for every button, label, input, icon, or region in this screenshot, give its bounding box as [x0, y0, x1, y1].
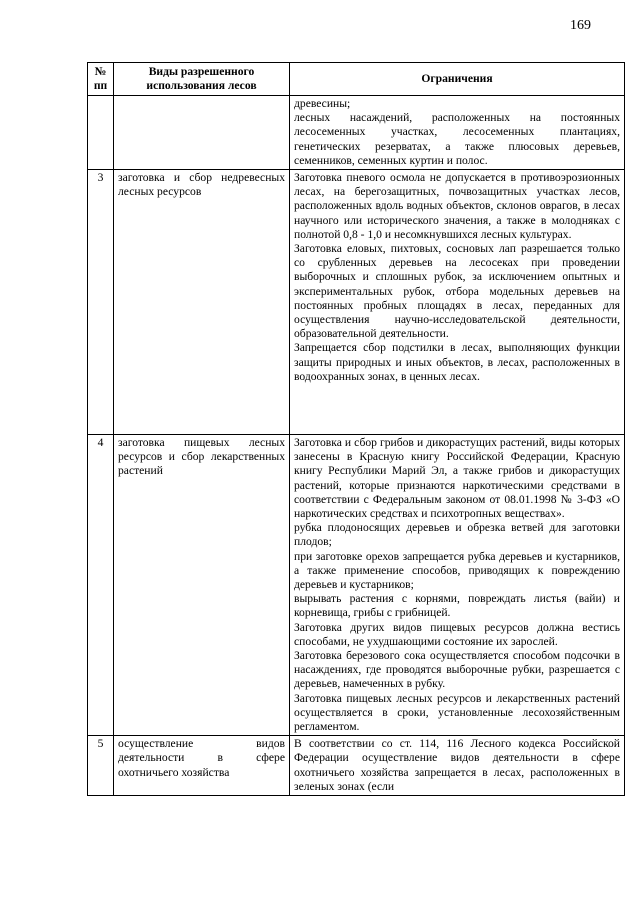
header-num: № пп [88, 63, 114, 96]
page-number: 169 [570, 18, 591, 33]
restriction-paragraph: Заготовка еловых, пихтовых, сосновых лап разрешается только со срубленных деревьев на лесосеках при проведении выборочных и сплошных рубок, за исключением опытных и экспериментальных рубок, отбора модельных деревьев на постоянных пробных площадях в лесах, переданных для осуществления научно-исследовательской деятельности, образовательной деятельности. [294, 242, 620, 341]
restriction-paragraph: Запрещается сбор подстилки в лесах, выполняющих функции защиты природных и иных объектов, в лесах, расположенных в водоохранных зонах, в ценных лесах. [294, 341, 620, 383]
restriction-paragraph: В соответствии со ст. 114, 116 Лесного кодекса Российской Федерации осуществление видов деятельности в сфере охотничьего хозяйства запрещается в лесах, расположенных в зеленых зонах (если [294, 737, 620, 793]
regulation-table [87, 62, 625, 796]
table-row [88, 170, 625, 435]
row-num: 4 [88, 435, 114, 736]
table-row [88, 435, 625, 736]
table-header-row [88, 63, 625, 96]
row-restrictions [290, 736, 625, 796]
row-num: 5 [88, 736, 114, 796]
restriction-paragraph: вырывать растения с корнями, повреждать листья (вайи) и корневища, грибы с грибницей. [294, 592, 620, 620]
restriction-paragraph: Заготовка пневого осмола не допускается в противоэрозионных лесах, на берегозащитных, почвозащитных участках лесов, расположенных вдоль водных объектов, склонов оврагов, в лесах научного или исторического значения, а также в молодняках с полнотой 0,8 - 1,0 и несомкнувшихся лесных культурах. [294, 171, 620, 241]
restriction-paragraph: лесных насаждений, расположенных на постоянных лесосеменных участках, лесосеменных плантациях, генетических резерватах, а также плюсовых деревьев, семенников, семенных куртин и полос. [294, 111, 620, 167]
row-kind [114, 96, 290, 170]
row-kind: заготовка пищевых лесных ресурсов и сбор лекарственных растений [114, 435, 290, 736]
header-kind: Виды разрешенного использования лесов [114, 63, 290, 96]
header-restrictions: Ограничения [290, 63, 625, 96]
row-restrictions [290, 170, 625, 435]
table-row [88, 96, 625, 170]
restriction-paragraph: Заготовка березового сока осуществляется способом подсочки в насаждениях, где проводятся выборочные рубки, разрешается с деревьев, намеченных в рубку. [294, 649, 620, 691]
restriction-paragraph: Заготовка пищевых лесных ресурсов и лекарственных растений осуществляется в сроки, установленные лесохозяйственным регламентом. [294, 691, 620, 734]
row-restrictions [290, 435, 625, 736]
table-row [88, 736, 625, 796]
row-num: 3 [88, 170, 114, 435]
restriction-paragraph: Заготовка других видов пищевых ресурсов должна вестись способами, не ухудшающими состояние их зарослей. [294, 620, 620, 648]
row-restrictions [290, 96, 625, 170]
restriction-paragraph: древесины; [294, 97, 351, 110]
row-kind: осуществление видов деятельности в сфере охотничьего хозяйства [114, 736, 290, 796]
row-kind: заготовка и сбор недревесных лесных ресурсов [114, 170, 290, 435]
row-num [88, 96, 114, 170]
restriction-paragraph: рубка плодоносящих деревьев и обрезка ветвей для заготовки плодов; [294, 521, 620, 549]
restriction-paragraph: при заготовке орехов запрещается рубка деревьев и кустарников, а также применение способов, приводящих к повреждению деревьев и кустарников; [294, 549, 620, 592]
restriction-paragraph: Заготовка и сбор грибов и дикорастущих растений, виды которых занесены в Красную книгу Российской Федерации, Красную книгу Республики Марий Эл, а также грибов и дикорастущих растений, которые признаются наркотическими средствами в соответствии с Федеральным законом от 08.01.1998 № 3-ФЗ «О наркотических средствах и психотропных веществах». [294, 436, 620, 521]
